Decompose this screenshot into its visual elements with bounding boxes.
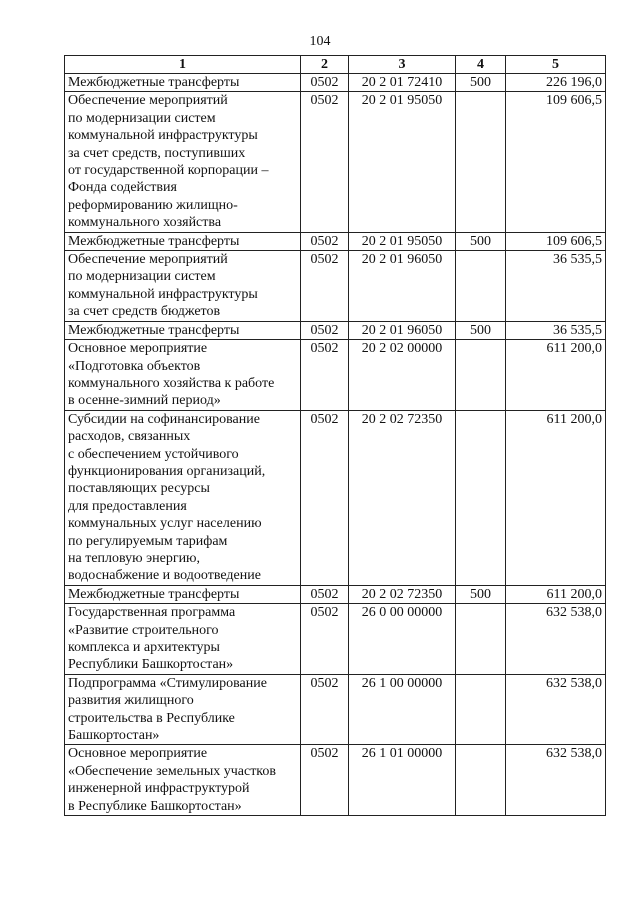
table-row: [65, 745, 606, 816]
row-name-line: реформированию жилищно-: [68, 197, 238, 213]
row-name-line: «Обеспечение земельных участков: [68, 763, 277, 779]
row-name-line: Межбюджетные трансферты: [68, 233, 240, 249]
section-code-cell: 0502: [301, 604, 349, 675]
row-name-line: коммунальной инфраструктуры: [68, 128, 258, 144]
header-col-1: 1: [65, 56, 301, 74]
table-row: [65, 232, 606, 250]
amount-cell: 36 535,5: [506, 321, 606, 339]
expense-type-cell: 500: [456, 321, 506, 339]
amount-cell: 109 606,5: [506, 92, 606, 232]
target-article-cell: 20 2 02 72350: [349, 410, 456, 585]
section-code-cell: 0502: [301, 340, 349, 411]
target-article-cell: 20 2 02 00000: [349, 340, 456, 411]
expense-type-cell: [456, 410, 506, 585]
amount-cell: 632 538,0: [506, 745, 606, 816]
row-name-line: для предоставления: [68, 498, 187, 514]
page-number: 104: [309, 34, 331, 49]
row-name-line: от государственной корпорации –: [68, 163, 269, 179]
section-code-cell: 0502: [301, 674, 349, 745]
row-name-cell: [65, 232, 301, 250]
row-name-line: по модернизации систем: [68, 269, 216, 285]
table-row: [65, 74, 606, 92]
row-name-line: развития жилищного: [68, 693, 194, 709]
amount-cell: 109 606,5: [506, 232, 606, 250]
target-article-cell: 20 2 01 72410: [349, 74, 456, 92]
header-col-5: 5: [506, 56, 606, 74]
row-name-line: по регулируемым тарифам: [68, 533, 228, 549]
row-name-line: за счет средств бюджетов: [68, 304, 221, 320]
row-name-line: за счет средств, поступивших: [68, 145, 246, 161]
expense-type-cell: [456, 674, 506, 745]
target-article-cell: 26 0 00 00000: [349, 604, 456, 675]
table-row: [65, 410, 606, 585]
section-code-cell: 0502: [301, 585, 349, 603]
row-name-line: комплекса и архитектуры: [68, 640, 220, 655]
row-name-cell: [65, 410, 301, 585]
target-article-cell: 20 2 01 95050: [349, 232, 456, 250]
row-name-line: в Республике Башкортостан»: [68, 798, 242, 814]
row-name-line: коммунального хозяйства: [68, 215, 222, 231]
target-article-cell: 20 2 01 96050: [349, 321, 456, 339]
table-row: [65, 604, 606, 675]
table-row: [65, 674, 606, 745]
amount-cell: 611 200,0: [506, 340, 606, 411]
header-col-4: 4: [456, 56, 506, 74]
row-name-line: «Развитие строительного: [68, 622, 219, 638]
expense-type-cell: [456, 340, 506, 411]
row-name-cell: [65, 251, 301, 322]
row-name-line: по модернизации систем: [68, 110, 216, 126]
row-name-line: Башкортостан»: [68, 728, 160, 744]
row-name-line: Подпрограмма «Стимулирование: [68, 675, 267, 691]
row-name-line: Межбюджетные трансферты: [68, 586, 240, 602]
section-code-cell: 0502: [301, 74, 349, 92]
budget-table: [64, 55, 606, 816]
row-name-line: коммунальных услуг населению: [68, 516, 262, 532]
target-article-cell: 20 2 01 96050: [349, 251, 456, 322]
row-name-line: Республики Башкортостан»: [68, 657, 234, 673]
amount-cell: 632 538,0: [506, 674, 606, 745]
row-name-line: Основное мероприятие: [68, 341, 208, 357]
row-name-line: Фонда содействия: [68, 180, 177, 196]
section-code-cell: 0502: [301, 92, 349, 232]
row-name-line: Государственная программа: [68, 605, 236, 621]
row-name-line: Обеспечение мероприятий: [68, 93, 228, 109]
table-header-row: [65, 56, 606, 74]
row-name-cell: [65, 745, 301, 816]
table-row: [65, 251, 606, 322]
row-name-line: расходов, связанных: [68, 429, 191, 445]
expense-type-cell: 500: [456, 232, 506, 250]
section-code-cell: 0502: [301, 232, 349, 250]
row-name-line: «Подготовка объектов: [68, 358, 201, 374]
amount-cell: 611 200,0: [506, 585, 606, 603]
row-name-line: коммунальной инфраструктуры: [68, 286, 258, 302]
table-row: [65, 321, 606, 339]
row-name-cell: [65, 585, 301, 603]
target-article-cell: 26 1 01 00000: [349, 745, 456, 816]
row-name-cell: [65, 321, 301, 339]
row-name-cell: [65, 340, 301, 411]
section-code-cell: 0502: [301, 410, 349, 585]
table-row: [65, 340, 606, 411]
section-code-cell: 0502: [301, 321, 349, 339]
target-article-cell: 20 2 02 72350: [349, 585, 456, 603]
row-name-line: инженерной инфраструктурой: [68, 781, 250, 797]
row-name-cell: [65, 604, 301, 675]
target-article-cell: 26 1 00 00000: [349, 674, 456, 745]
section-code-cell: 0502: [301, 745, 349, 816]
row-name-line: Обеспечение мероприятий: [68, 252, 228, 268]
header-col-3: 3: [349, 56, 456, 74]
expense-type-cell: 500: [456, 74, 506, 92]
expense-type-cell: [456, 604, 506, 675]
expense-type-cell: [456, 92, 506, 232]
row-name-line: коммунального хозяйства к работе: [68, 375, 275, 391]
row-name-cell: [65, 74, 301, 92]
expense-type-cell: 500: [456, 585, 506, 603]
expense-type-cell: [456, 251, 506, 322]
row-name-line: Межбюджетные трансферты: [68, 322, 240, 338]
amount-cell: 632 538,0: [506, 604, 606, 675]
row-name-cell: [65, 92, 301, 232]
table-row: [65, 92, 606, 232]
amount-cell: 611 200,0: [506, 410, 606, 585]
amount-cell: 36 535,5: [506, 251, 606, 322]
row-name-line: с обеспечением устойчивого: [68, 446, 239, 462]
row-name-cell: [65, 674, 301, 745]
table-row: [65, 585, 606, 603]
header-col-2: 2: [301, 56, 349, 74]
row-name-line: водоснабжение и водоотведение: [68, 568, 261, 584]
section-code-cell: 0502: [301, 251, 349, 322]
row-name-line: в осенне-зимний период»: [68, 393, 221, 409]
amount-cell: 226 196,0: [506, 74, 606, 92]
table-body: [65, 74, 606, 816]
row-name-line: строительства в Республике: [68, 710, 235, 726]
row-name-line: поставляющих ресурсы: [68, 481, 210, 497]
expense-type-cell: [456, 745, 506, 816]
target-article-cell: 20 2 01 95050: [349, 92, 456, 232]
row-name-line: Межбюджетные трансферты: [68, 75, 240, 90]
row-name-line: функционирования организаций,: [68, 463, 266, 479]
row-name-line: Основное мероприятие: [68, 746, 208, 762]
row-name-line: на тепловую энергию,: [68, 550, 201, 566]
row-name-line: Субсидии на софинансирование: [68, 411, 260, 427]
